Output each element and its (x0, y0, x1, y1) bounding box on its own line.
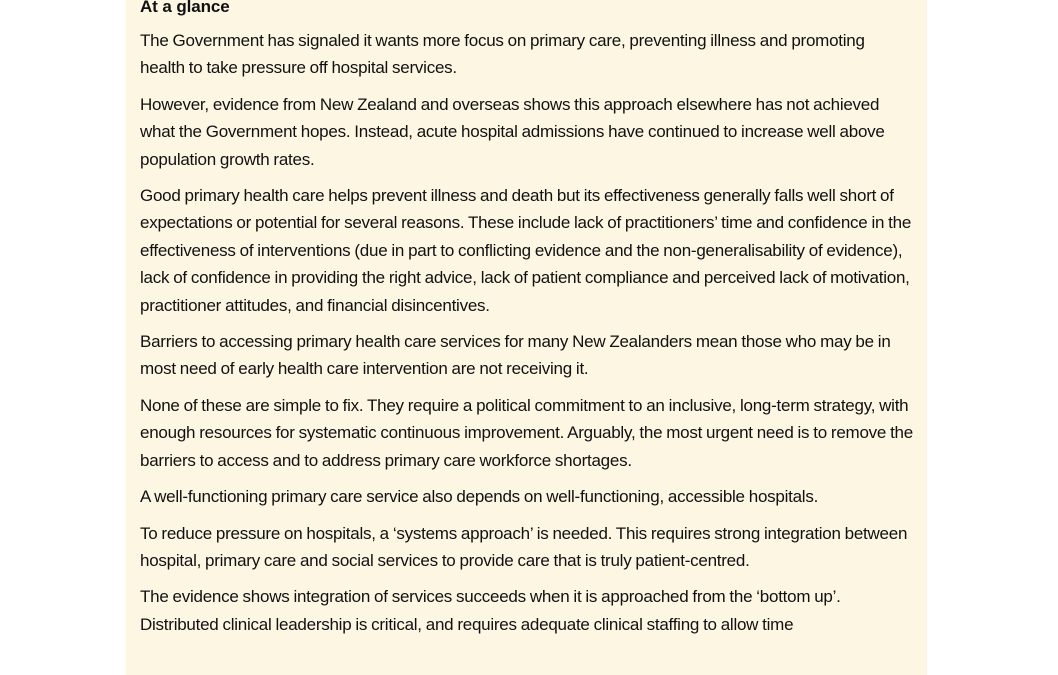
paragraph-evidence: However, evidence from New Zealand and overseas shows this approach elsewhere has not achieved what the Government hopes. Instead, acute hospital admissions have continued to increase well above population growth rates. (140, 94, 885, 169)
paragraph-integration: The evidence shows integration of services succeeds when it is approached from the ‘bottom up’. Distributed clinical leadership is critical, and requires adequate clinical staffing to allow time (140, 587, 841, 634)
box-title: At a glance (140, 0, 230, 16)
paragraph-systems-approach: To reduce pressure on hospitals, a ‘systems approach’ is needed. This requires strong integration between hospital, primary care and social services to provide care that is truly patient-centred. (140, 523, 908, 570)
paragraph-primary-care-effectiveness: Good primary health care helps prevent illness and death but its effectiveness generally falls well short of expectations or potential for several reasons. These include lack of practitioners’ time and confidence in the effectiveness of interventions (due in part to conflicting evidence and the non-generalisability of evidence), lack of confidence in providing the right advice, lack of patient compliance and perceived lack of motivation, practitioner attitudes, and financial disincentives. (140, 186, 912, 315)
at-a-glance-box (126, 0, 927, 675)
paragraph-hospitals: A well-functioning primary care service also depends on well-functioning, accessible hospitals. (140, 487, 819, 507)
paragraph-government-focus: The Government has signaled it wants more focus on primary care, preventing illness and promoting health to take pressure off hospital services. (140, 31, 865, 78)
paragraph-barriers: Barriers to accessing primary health care services for many New Zealanders mean those who may be in most need of early health care intervention are not receiving it. (140, 332, 891, 379)
paragraph-commitment: None of these are simple to fix. They require a political commitment to an inclusive, long-term strategy, with enough resources for systematic continuous improvement. Arguably, the most urgent need is to remove the barriers to access and to address primary care workforce shortages. (140, 395, 913, 470)
